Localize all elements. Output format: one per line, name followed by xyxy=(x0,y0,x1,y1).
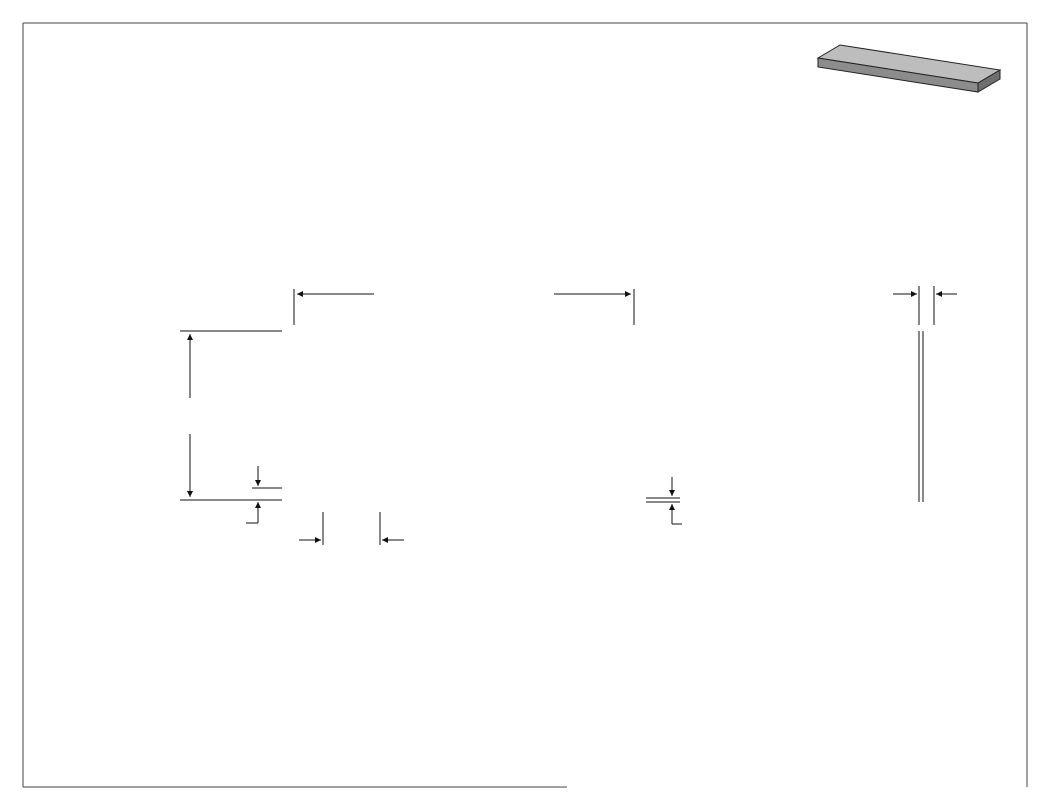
bar-spacing-dimension xyxy=(246,466,282,523)
crossbar-spacing-dimension xyxy=(299,512,404,545)
grating-side-view xyxy=(919,331,923,502)
bar-height-dimension xyxy=(893,286,957,325)
grating-isometric-icon xyxy=(818,45,1000,92)
bar-thickness-dimension xyxy=(646,477,682,524)
